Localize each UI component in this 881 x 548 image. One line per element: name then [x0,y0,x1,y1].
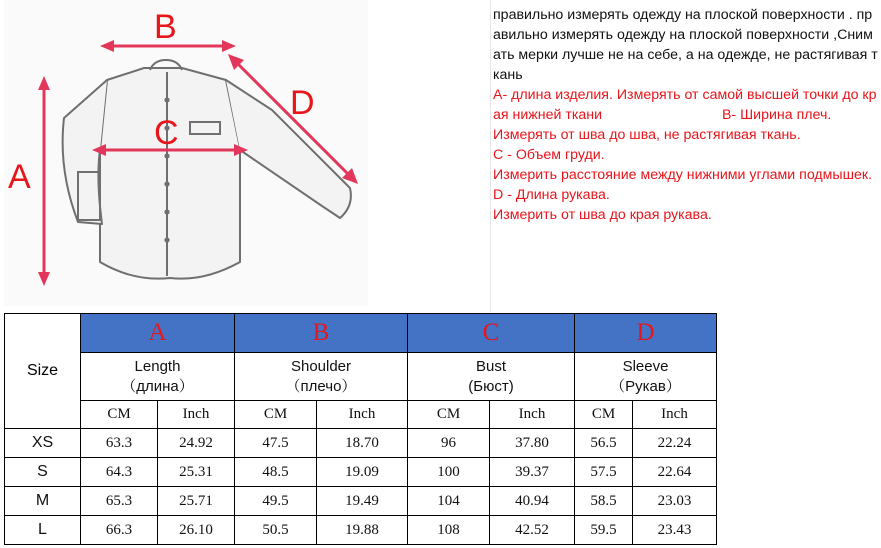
sleeve-cm: 58.5 [575,487,633,516]
unit-cm: CM [575,401,633,429]
length-cm: 64.3 [81,458,158,487]
shoulder-cm: 50.5 [235,516,317,545]
divider-line [490,0,491,312]
instruction-a [493,85,879,125]
unit-cm: CM [81,401,158,429]
size-label: M [5,487,81,516]
unit-inch: Inch [158,401,235,429]
length-cm: 65.3 [81,487,158,516]
instruction-a-text: А- длина изделия. Измерять от самой высшей точки до края нижней ткани [493,87,877,123]
instruction-d-detail: Измерить от шва до края рукава. [493,207,712,223]
header-bust-ru: (Бюст) [468,377,514,395]
label-c: C [154,114,179,152]
sleeve-inch: 23.43 [633,516,717,545]
instruction-b-detail: Измерять от шва до шва, не растягивая ткань. [493,127,801,143]
shoulder-inch: 19.88 [317,516,408,545]
unit-row [5,401,717,429]
sleeve-inch: 22.64 [633,458,717,487]
measurement-name-row [5,353,717,401]
instruction-intro: правильно измерять одежду на плоской поверхности . правильно измерять одежду на плоской поверхности ,Снимать мерки лучше не на себе, а на одежде, не растягивая ткань [493,7,878,83]
shoulder-cm: 47.5 [235,429,317,458]
unit-inch: Inch [490,401,575,429]
label-b: B [154,8,177,46]
measurement-instructions [493,5,879,225]
bust-inch: 37.80 [490,429,575,458]
sleeve-inch: 23.03 [633,487,717,516]
letter-a: A [148,319,167,346]
instruction-b: В- Ширина плеч. [722,107,832,123]
sleeve-cm: 56.5 [575,429,633,458]
letter-c: C [482,319,500,346]
size-header-cell: Size [5,314,81,429]
shirt-body-outline [100,68,240,279]
table-row [5,516,717,545]
length-inch: 26.10 [158,516,235,545]
letter-b: B [312,319,330,346]
size-label: L [5,516,81,545]
sleeve-cm: 59.5 [575,516,633,545]
header-bust-en: Bust [475,357,506,375]
length-cm: 63.3 [81,429,158,458]
label-a: A [8,158,31,196]
shoulder-cm: 49.5 [235,487,317,516]
label-d: D [290,84,315,122]
bust-inch: 40.94 [490,487,575,516]
instruction-d: D - Длина рукава. [493,187,610,203]
shirt-measurement-diagram [4,0,368,306]
letter-header-b [235,314,408,353]
length-inch: 25.31 [158,458,235,487]
unit-inch: Inch [633,401,717,429]
header-length-en: Length [134,357,181,375]
bust-cm: 108 [408,516,490,545]
size-label: S [5,458,81,487]
header-shoulder-en: Shoulder [290,357,352,375]
shoulder-inch: 19.49 [317,487,408,516]
sleeve-inch: 22.24 [633,429,717,458]
instruction-c: С - Объем груди. [493,147,605,163]
header-length-ru: （длина） [121,377,194,395]
letter-header-a [81,314,235,353]
table-row [5,458,717,487]
header-sleeve-en: Sleeve [622,357,669,375]
unit-cm: CM [408,401,490,429]
length-cm: 66.3 [81,516,158,545]
unit-inch: Inch [317,401,408,429]
shoulder-cm: 48.5 [235,458,317,487]
length-inch: 25.71 [158,487,235,516]
table-row [5,429,717,458]
shoulder-inch: 18.70 [317,429,408,458]
unit-cm: CM [235,401,317,429]
header-length [81,353,235,401]
header-bust [408,353,575,401]
length-inch: 24.92 [158,429,235,458]
letter-header-d [575,314,717,353]
letter-d: D [636,319,655,346]
bust-cm: 100 [408,458,490,487]
header-sleeve [575,353,717,401]
shoulder-inch: 19.09 [317,458,408,487]
size-chart-table [4,313,717,545]
bust-inch: 42.52 [490,516,575,545]
sleeve-cm: 57.5 [575,458,633,487]
header-shoulder [235,353,408,401]
instruction-c-detail: Измерить расстояние между нижними углами подмышек. [493,167,873,183]
letter-header-c [408,314,575,353]
letter-header-row [5,314,717,353]
header-sleeve-ru: （Рукав） [610,377,681,395]
size-label: XS [5,429,81,458]
header-shoulder-ru: （плечо） [285,377,357,395]
bust-cm: 96 [408,429,490,458]
table-row [5,487,717,516]
bust-cm: 104 [408,487,490,516]
bust-inch: 39.37 [490,458,575,487]
